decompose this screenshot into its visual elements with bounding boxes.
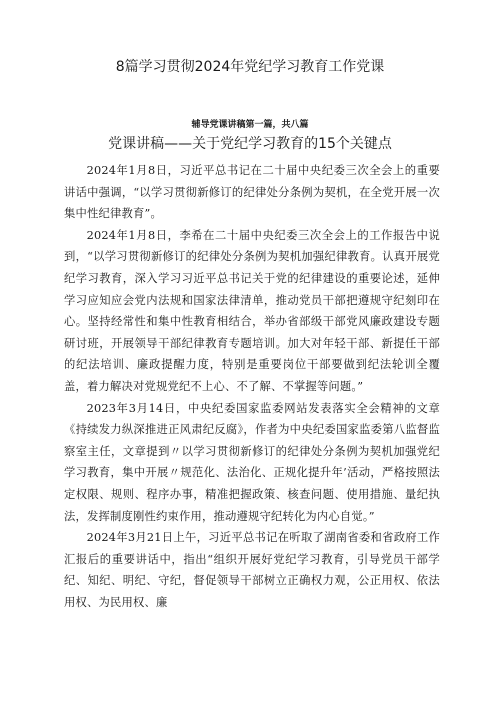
paragraph-3: 2023年3月14日，中央纪委国家监委网站发表落实全会精神的文章《持续发力纵深推进正风肃纪反腐》，作者为中央纪委国家监委第八监督监察室主任，文章提到〃以学习贯彻新修订的纪律处分条例为契机加强党纪学习教育，集中开展〃规范化、法治化、正规化提升年’活动，严格按照法定权限、规则、程序办事，精准把握政策、核查问题、使用措施、量纪执法，发挥制度刚性约束作用，推动遵规守纪转化为内心自觉。”: [64, 401, 440, 523]
paragraph-1: 2024年1月8日，习近平总书记在二十届中央纪委三次全会上的重要讲话中强调，“以学习贯彻新修订的纪律处分条例为契机，在全党开展一次集中性纪律教育”。: [64, 164, 440, 221]
paragraph-2: 2024年1月8日，李希在二十届中央纪委三次全会上的工作报告中说到，“以学习贯彻新修订的纪律处分条例为契机加强纪律教育。认真开展党纪学习教育，深入学习习近平总书记关于党的纪律建设的重要论述，延伸学习应知应会党内法规和国家法律清单，推动党员干部把遵规守纪刻印在心。坚持经常性和集中性教育相结合，举办省部级干部党风廉政建设专题研讨班，开展领导干部纪律教育专题培训。加大对年轻干部、新提任干部的纪法培训、廉政提醒力度，特别是重要岗位干部要做到纪法轮训全覆盖，着力解决对党规党纪不上心、不了解、不掌握等问题。”: [64, 228, 440, 393]
document-body: [64, 160, 440, 613]
document-subtitle: 辅导党课讲稿第一篇，共八篇: [191, 120, 309, 130]
paragraph-4: 2024年3月21日上午，习近平总书记在听取了湖南省委和省政府工作汇报后的重要讲话中，指出“组织开展好党纪学习教育，引导党员干部学纪、知纪、明纪、守纪，督促领导干部树立正确权力观，公正用权、依法用权、为民用权、廉: [64, 531, 440, 609]
section-title: 党课讲稿——关于党纪学习教育的15个关键点: [108, 136, 392, 152]
document-title: 8篇学习贯彻2024年党纪学习教育工作党课: [115, 59, 385, 75]
